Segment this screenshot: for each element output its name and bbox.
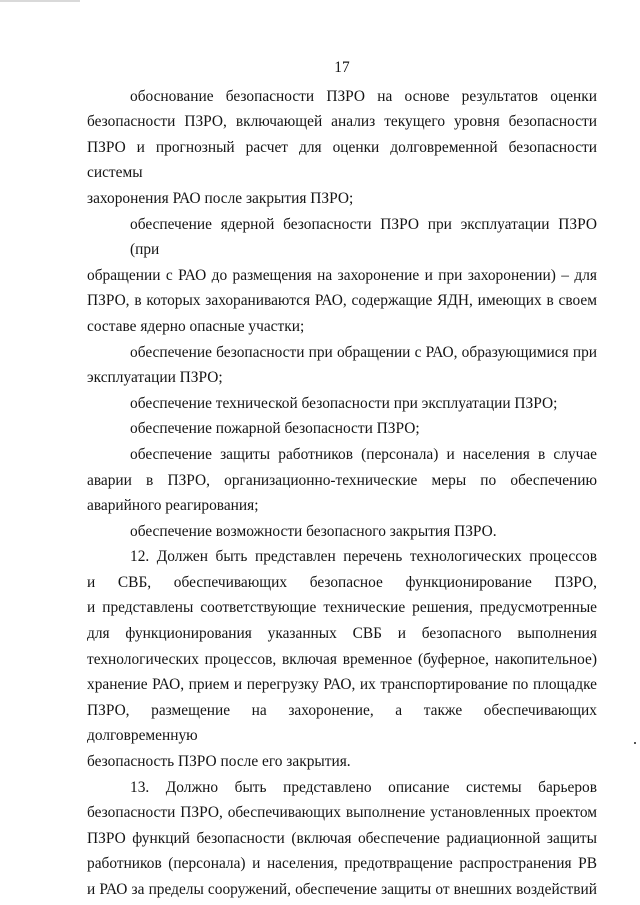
- text-line: обеспечение технической безопасности при эксплуатации ПЗРО;: [130, 394, 558, 412]
- paragraph: [87, 519, 597, 545]
- text-line: и СВБ, обеспечивающих безопасное функционирование ПЗРО,: [87, 573, 597, 591]
- text-line: безопасности ПЗРО, включающей анализ текущего уровня безопасности: [87, 113, 597, 131]
- paragraph: [87, 84, 597, 212]
- text-line: технологических процессов, включая временное (буферное, накопительное): [87, 650, 597, 668]
- text-line: и представлены соответствующие технические решения, предусмотренные: [87, 599, 597, 617]
- paragraph: [87, 416, 597, 442]
- text-line: 13. Должно быть представлено описание системы барьеров: [130, 778, 597, 796]
- text-line: обеспечение защиты работников (персонала) и населения в случае: [130, 445, 597, 463]
- text-line: хранение РАО, прием и перегрузку РАО, их транспортирование по площадке: [87, 676, 597, 694]
- text-line: ПЗРО, размещение на захоронение, а также обеспечивающих долговременную: [87, 701, 597, 745]
- paragraph: [87, 212, 597, 340]
- text-line: захоронения РАО после закрытия ПЗРО;: [87, 189, 354, 207]
- paragraph: [87, 544, 597, 774]
- text-line: безопасность ПЗРО после его закрытия.: [87, 753, 351, 771]
- text-line: обращении с РАО до размещения на захоронение и при захоронении) – для: [87, 266, 597, 284]
- page-number: 17: [334, 59, 350, 76]
- text-line: эксплуатации ПЗРО;: [87, 369, 223, 387]
- text-line: составе ядерно опасные участки;: [87, 317, 305, 335]
- text-line: безопасности ПЗРО, обеспечивающих выполнение установленных проектом: [87, 804, 597, 822]
- scan-corner-mark: [0, 0, 80, 2]
- text-line: обеспечение возможности безопасного закрытия ПЗРО.: [130, 522, 497, 540]
- text-line: аварии в ПЗРО, организационно-технические меры по обеспечению: [87, 471, 597, 489]
- text-line: и РАО за пределы сооружений, обеспечение защиты от внешних воздействий: [87, 881, 597, 898]
- paragraph: [87, 340, 597, 391]
- text-line: обеспечение ядерной безопасности ПЗРО при эксплуатации ПЗРО (при: [130, 215, 597, 259]
- document-page: [87, 55, 597, 903]
- text-line: аварийного реагирования;: [87, 497, 259, 515]
- text-line: ПЗРО функций безопасности (включая обеспечение радиационной защиты: [87, 829, 597, 847]
- text-line: ПЗРО и прогнозный расчет для оценки долговременной безопасности системы: [87, 138, 597, 182]
- text-line: обеспечение пожарной безопасности ПЗРО;: [130, 420, 420, 438]
- text-line: ПЗРО, в которых захораниваются РАО, содержащие ЯДН, имеющих в своем: [87, 292, 597, 310]
- text-line: работников (персонала) и населения, предотвращение распространения РВ: [87, 855, 597, 873]
- text-line: обоснование безопасности ПЗРО на основе результатов оценки: [130, 87, 597, 105]
- scan-speck: [634, 742, 636, 744]
- paragraph: [87, 391, 597, 417]
- text-line: 12. Должен быть представлен перечень технологических процессов: [130, 548, 597, 566]
- text-line: для функционирования указанных СВБ и безопасного выполнения: [87, 625, 597, 643]
- paragraph: [87, 442, 597, 519]
- text-line: обеспечение безопасности при обращении с РАО, образующимися при: [130, 343, 597, 361]
- paragraph: [87, 775, 597, 903]
